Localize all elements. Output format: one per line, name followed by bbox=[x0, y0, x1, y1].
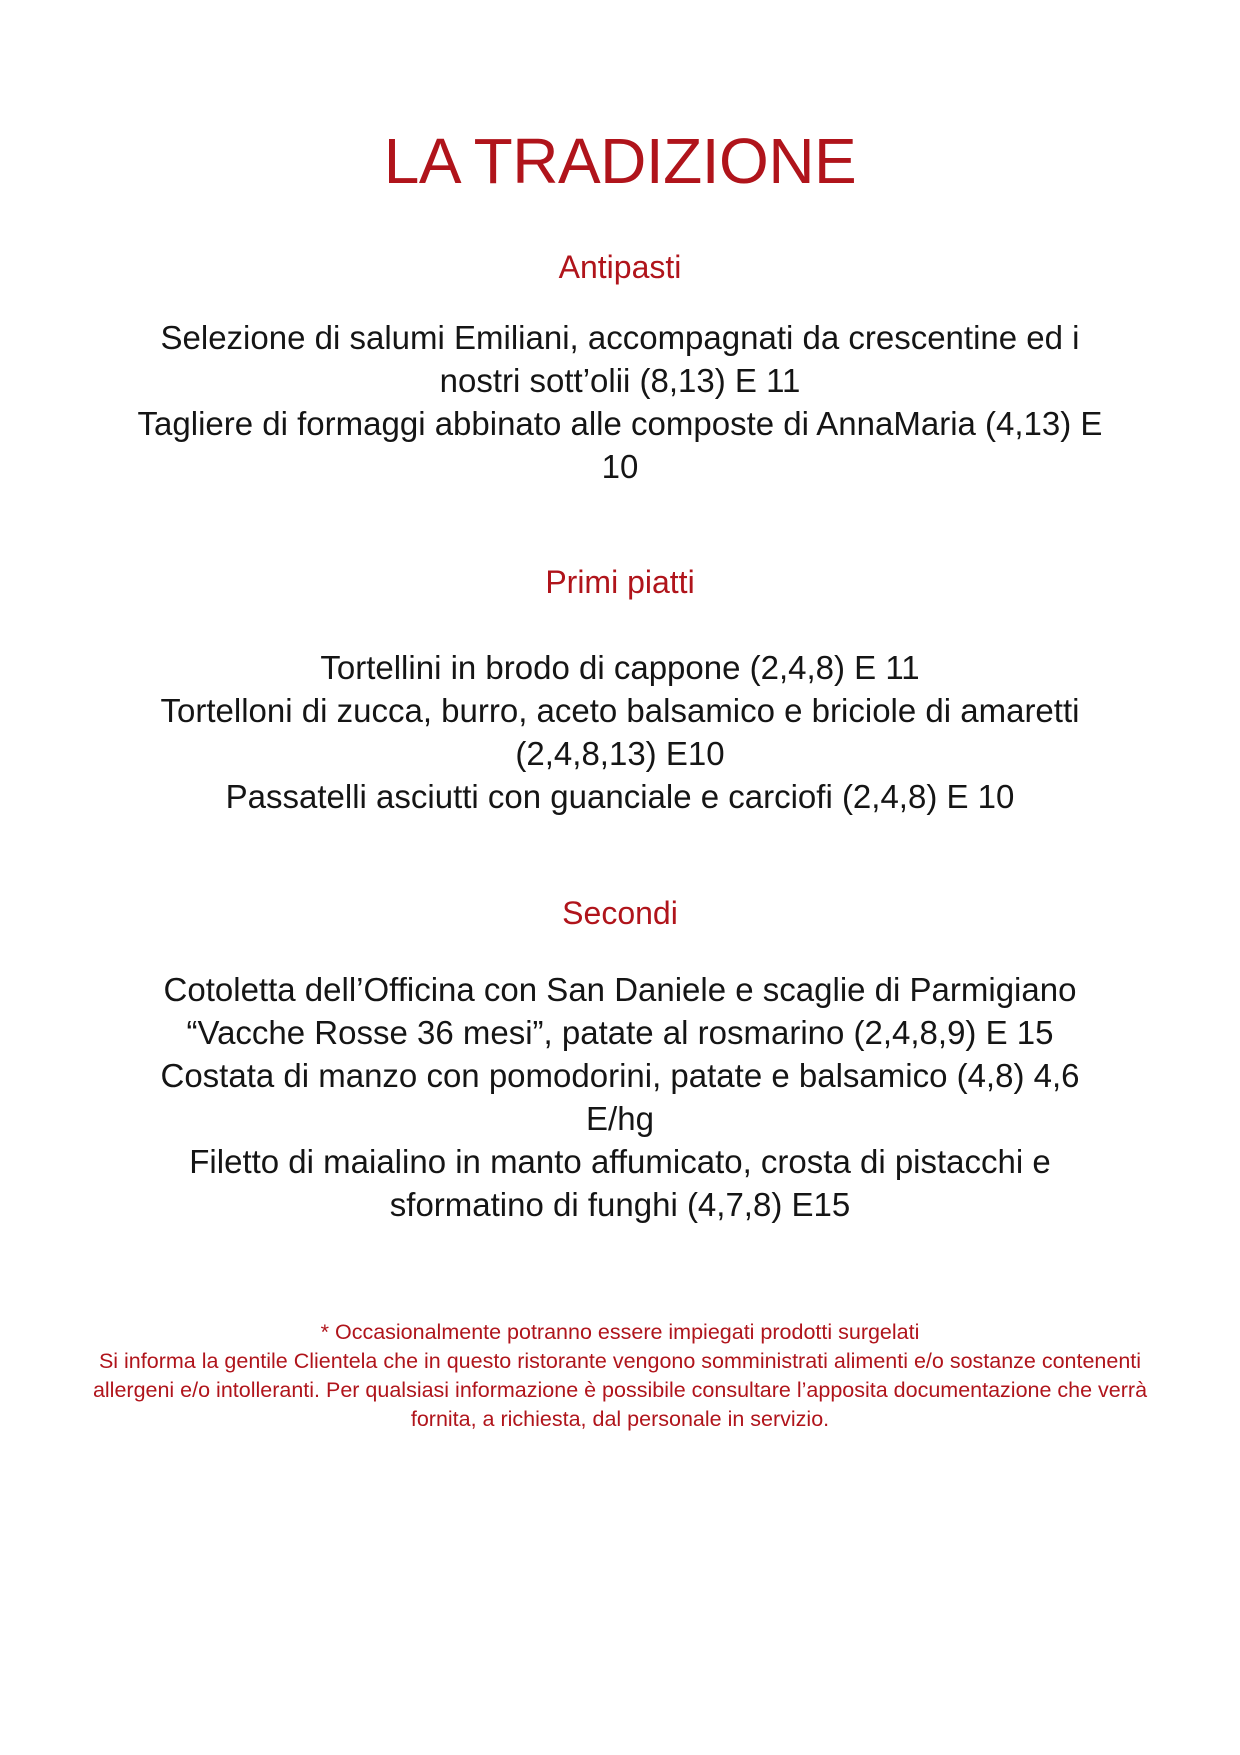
section-heading-antipasti: Antipasti bbox=[558, 249, 682, 285]
section-items-antipasti bbox=[110, 316, 1130, 488]
menu-item: Tagliere di formaggi abbinato alle composte di AnnaMaria (4,13) E 10 bbox=[137, 405, 1103, 485]
frozen-products-note: * Occasionalmente potranno essere impiegati prodotti surgelati bbox=[320, 1320, 920, 1344]
menu-item: Passatelli asciutti con guanciale e carciofi (2,4,8) E 10 bbox=[225, 778, 1015, 815]
section-items-primi-piatti bbox=[110, 646, 1130, 818]
menu-item: Cotoletta dell’Officina con San Daniele e scaglie di Parmigiano “Vacche Rosse 36 mesi”, patate al rosmarino (2,4,8,9) E 15 bbox=[163, 971, 1077, 1051]
menu-item: Selezione di salumi Emiliani, accompagnati da crescentine ed i nostri sott’olii (8,13) E 11 bbox=[160, 319, 1080, 399]
section-heading-secondi: Secondi bbox=[562, 895, 678, 931]
footer-notes bbox=[80, 1318, 1160, 1434]
section-heading-primi-piatti: Primi piatti bbox=[545, 564, 695, 600]
menu-title: LA TRADIZIONE bbox=[383, 125, 857, 197]
menu-item: Tortellini in brodo di cappone (2,4,8) E 11 bbox=[320, 649, 920, 686]
menu-item: Tortelloni di zucca, burro, aceto balsamico e briciole di amaretti (2,4,8,13) E10 bbox=[160, 692, 1080, 772]
menu-item: Filetto di maialino in manto affumicato, crosta di pistacchi e sformatino di funghi (4,7,8) E15 bbox=[189, 1143, 1051, 1223]
allergens-note: Si informa la gentile Clientela che in questo ristorante vengono somministrati alimenti e/o sostanze contenenti allergeni e/o intolleranti. Per qualsiasi informazione è possibile consultare l’apposita documentazione che verrà fornita, a richiesta, dal personale in servizio. bbox=[92, 1349, 1148, 1431]
section-items-secondi bbox=[110, 968, 1130, 1226]
menu-item: Costata di manzo con pomodorini, patate e balsamico (4,8) 4,6 E/hg bbox=[160, 1057, 1080, 1137]
